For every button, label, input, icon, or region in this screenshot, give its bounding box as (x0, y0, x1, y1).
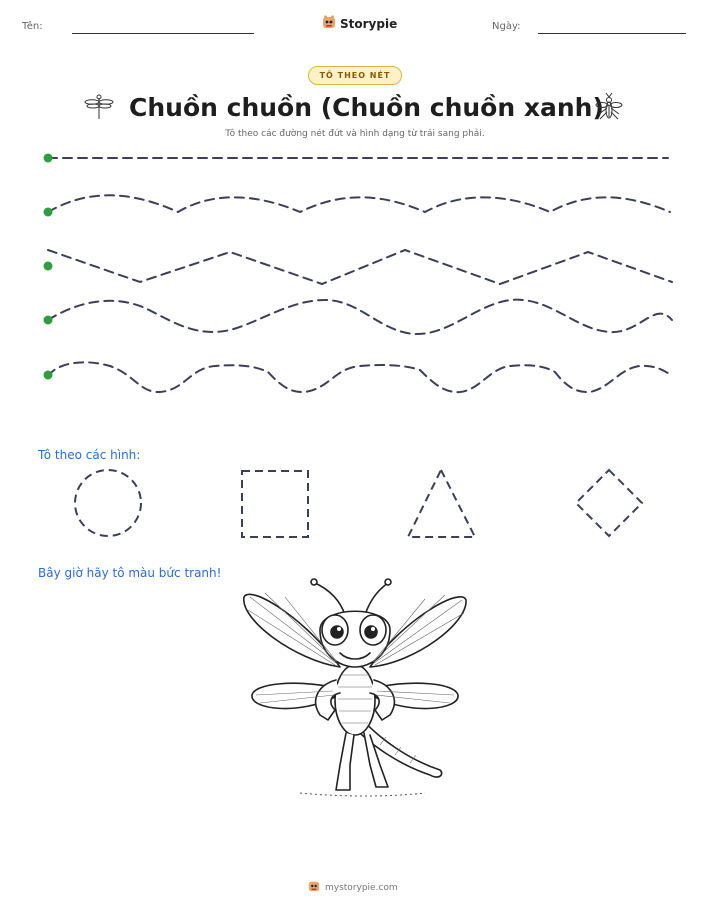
storypie-logo-icon (308, 880, 320, 895)
shape-circle[interactable] (75, 470, 141, 536)
start-dot (44, 208, 53, 217)
page-title: Chuồn chuồn (Chuồn chuồn xanh) (129, 93, 604, 122)
shape-diamond[interactable] (576, 470, 642, 536)
shapes-section-label: Tô theo các hình: (38, 448, 141, 462)
activity-badge: TÔ THEO NÉT (308, 66, 402, 85)
dragonfly-coloring-illustration[interactable] (240, 575, 470, 805)
footer (308, 880, 398, 895)
footer-site[interactable]: mystorypie.com (325, 882, 398, 893)
shape-triangle[interactable] (408, 470, 475, 537)
date-label: Ngày: (492, 21, 521, 32)
start-dot (44, 371, 53, 380)
tracing-lines (0, 0, 709, 420)
trace-line-wave[interactable] (48, 195, 670, 212)
instructions: Tô theo các đường nét đứt và hình dạng từ trái sang phải. (225, 129, 485, 139)
start-dot (44, 262, 53, 271)
shape-square[interactable] (242, 471, 308, 537)
start-dot (44, 316, 53, 325)
trace-line-big-wave[interactable] (48, 300, 672, 334)
trace-line-zigzag[interactable] (48, 250, 672, 284)
start-dot (44, 154, 53, 163)
name-label: Tên: (22, 21, 43, 32)
tracing-shapes (0, 460, 709, 550)
coloring-section-label: Bây giờ hãy tô màu bức tranh! (38, 566, 222, 580)
brand-name: Storypie (340, 16, 398, 31)
trace-line-humps[interactable] (48, 362, 672, 392)
